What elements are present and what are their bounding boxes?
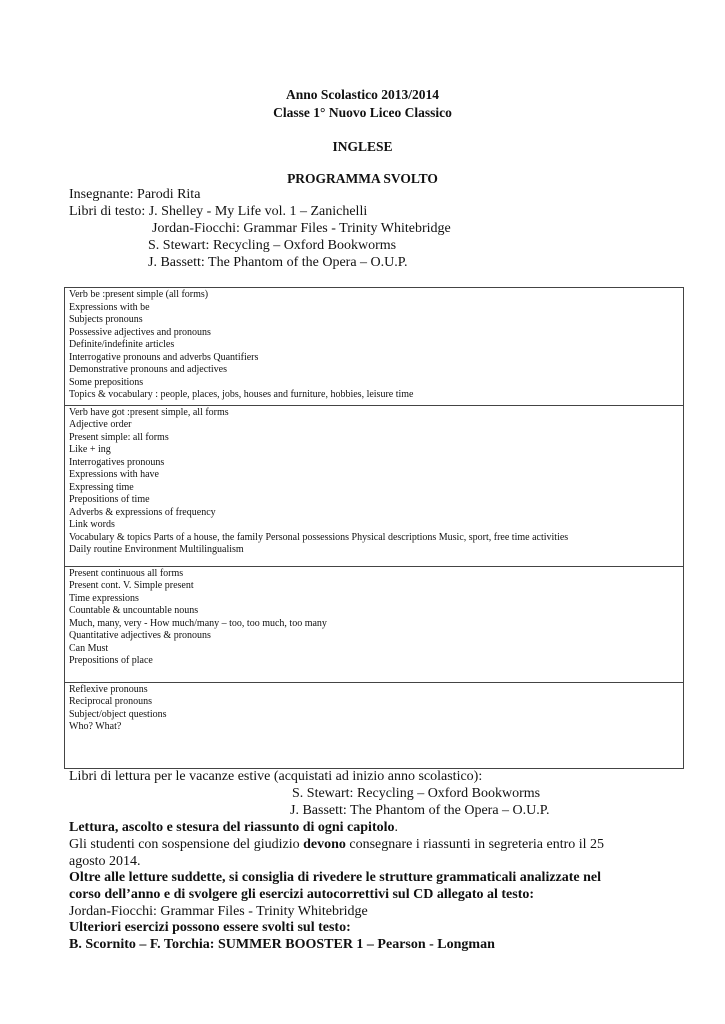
table-row	[65, 405, 684, 566]
subject-heading: INGLESE	[332, 139, 393, 154]
teacher-line: Insegnante: Parodi Rita	[69, 187, 201, 202]
suspension-line-2: agosto 2014.	[69, 854, 141, 869]
list-item: Possessive adjectives and pronouns	[69, 326, 211, 338]
program-heading: PROGRAMMA SVOLTO	[287, 171, 438, 186]
reading-instructions-bold: Lettura, ascolto e stesura del riassunto di ogni capitolo	[69, 820, 395, 835]
list-item: Prepositions of place	[69, 655, 153, 666]
grammar-review-line-2: corso dell’anno e di svolgere gli esercizi autocorrettivi sul CD allegato al testo:	[69, 887, 535, 902]
list-item: Reflexive pronouns	[69, 683, 148, 695]
list-item: Link words	[69, 519, 115, 530]
summer-reading-book-2: J. Bassett: The Phantom of the Opera – O.U.P.	[290, 803, 550, 818]
list-item: Who? What?	[69, 721, 122, 732]
reading-instructions-dot: .	[394, 820, 398, 835]
list-item: Topics & vocabulary : people, places, jobs, houses and furniture, hobbies, leisure time	[69, 389, 414, 400]
list-item: Adjective order	[69, 419, 132, 430]
extra-exercises-line: Ulteriori esercizi possono essere svolti sul testo:	[69, 920, 351, 935]
table-row	[65, 682, 684, 768]
textbook-line-1: Libri di testo: J. Shelley - My Life vol. 1 – Zanichelli	[69, 204, 368, 219]
summer-reading-book-1: S. Stewart: Recycling – Oxford Bookworms	[292, 786, 541, 801]
list-item: Expressing time	[69, 481, 134, 493]
list-item: Expressions with have	[69, 469, 159, 480]
textbook-line-4: J. Bassett: The Phantom of the Opera – O.U.P.	[148, 255, 408, 270]
list-item: Present simple: all forms	[69, 431, 169, 443]
list-item: Much, many, very - How much/many – too, too much, too many	[69, 617, 327, 629]
list-item: Countable & uncountable nouns	[69, 605, 199, 616]
list-item: Subject/object questions	[69, 708, 167, 720]
list-item: Subjects pronouns	[69, 314, 143, 325]
grammar-files-line: Jordan-Fiocchi: Grammar Files - Trinity Whitebridge	[69, 904, 368, 919]
suspension-text-a: Gli studenti con sospensione del giudizio	[69, 837, 304, 852]
list-item: Like + ing	[69, 444, 111, 455]
suspension-text-bold: devono	[303, 837, 346, 852]
list-item: Daily routine Environment Multilingualism	[69, 544, 244, 555]
list-item: Quantitative adjectives & pronouns	[69, 630, 211, 641]
list-item: Adverbs & expressions of frequency	[69, 506, 216, 518]
table-cell-unit-4	[65, 682, 684, 768]
list-item: Can Must	[69, 642, 109, 654]
list-item: Interrogatives pronouns	[69, 456, 165, 468]
list-item: Prepositions of time	[69, 494, 150, 505]
reading-instructions	[69, 820, 398, 836]
school-year-heading: Anno Scolastico 2013/2014	[285, 87, 439, 102]
list-item: Verb be :present simple (all forms)	[69, 289, 209, 300]
list-item: Verb have got :present simple, all forms	[69, 406, 229, 418]
suspension-line-1	[69, 837, 604, 853]
table-cell-unit-3	[65, 566, 684, 682]
textbook-line-3: S. Stewart: Recycling – Oxford Bookworms	[148, 238, 397, 253]
table-cell-unit-1	[65, 288, 684, 406]
list-item: Present continuous all forms	[69, 567, 184, 579]
table-row	[65, 288, 684, 406]
program-table	[64, 287, 684, 769]
list-item: Definite/indefinite articles	[69, 339, 175, 350]
class-heading: Classe 1° Nuovo Liceo Classico	[273, 105, 452, 120]
list-item: Reciprocal pronouns	[69, 696, 153, 707]
summer-reading-title: Libri di lettura per le vacanze estive (acquistati ad inizio anno scolastico):	[69, 769, 483, 784]
list-item: Some prepositions	[69, 376, 144, 388]
list-item: Vocabulary & topics Parts of a house, the family Personal possessions Physical descriptions Music, sport, free time activities	[69, 531, 569, 543]
list-item: Present cont. V. Simple present	[69, 580, 194, 591]
summer-booster-line: B. Scornito – F. Torchia: SUMMER BOOSTER 1 – Pearson - Longman	[69, 937, 495, 952]
textbook-line-2: Jordan-Fiocchi: Grammar Files - Trinity Whitebridge	[152, 221, 451, 236]
list-item: Demonstrative pronouns and adjectives	[69, 364, 228, 375]
suspension-text-c: consegnare i riassunti in segreteria entro il 25	[345, 837, 605, 852]
grammar-review-line-1: Oltre alle letture suddette, si consiglia di rivedere le strutture grammaticali analizzate nel	[69, 870, 602, 885]
list-item: Time expressions	[69, 592, 139, 604]
table-cell-unit-2	[65, 405, 684, 566]
table-row	[65, 566, 684, 682]
list-item: Expressions with be	[69, 301, 150, 313]
list-item: Interrogative pronouns and adverbs Quantifiers	[69, 351, 259, 363]
